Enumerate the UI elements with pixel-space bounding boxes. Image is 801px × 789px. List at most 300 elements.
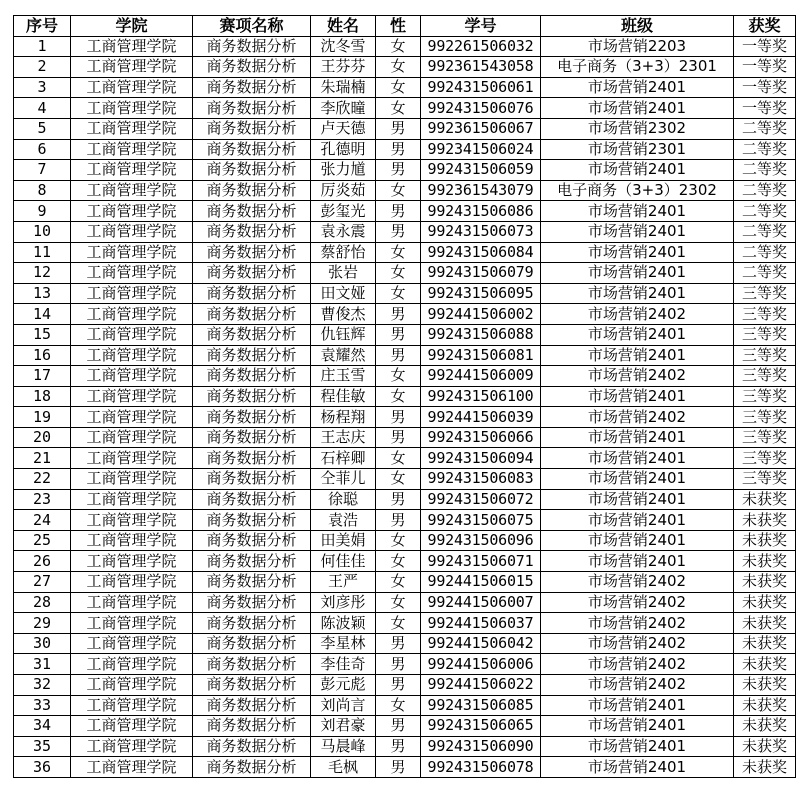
- event-cell: 商务数据分析: [193, 77, 311, 98]
- event-cell: 商务数据分析: [193, 160, 311, 181]
- award-cell: 二等奖: [734, 139, 796, 160]
- student-id-cell: 992431506075: [421, 510, 541, 531]
- table-row: [14, 118, 796, 139]
- index-cell: 28: [14, 592, 71, 613]
- college-cell: 工商管理学院: [71, 551, 193, 572]
- college-cell: 工商管理学院: [71, 98, 193, 119]
- college-cell: 工商管理学院: [71, 386, 193, 407]
- table-row: [14, 613, 796, 634]
- award-cell: 三等奖: [734, 469, 796, 490]
- gender-cell: 女: [376, 530, 421, 551]
- award-cell: 未获奖: [734, 530, 796, 551]
- event-cell: 商务数据分析: [193, 407, 311, 428]
- table-row: [14, 221, 796, 242]
- college-cell: 工商管理学院: [71, 510, 193, 531]
- name-cell: 仇钰辉: [311, 324, 376, 345]
- gender-cell: 女: [376, 551, 421, 572]
- gender-cell: 男: [376, 654, 421, 675]
- name-cell: 刘君豪: [311, 716, 376, 737]
- index-cell: 19: [14, 407, 71, 428]
- table-row: [14, 675, 796, 696]
- award-cell: 未获奖: [734, 736, 796, 757]
- event-cell: 商务数据分析: [193, 469, 311, 490]
- name-cell: 杨程翔: [311, 407, 376, 428]
- table-row: [14, 366, 796, 387]
- college-cell: 工商管理学院: [71, 57, 193, 78]
- award-cell: 三等奖: [734, 324, 796, 345]
- name-cell: 马晨峰: [311, 736, 376, 757]
- student-id-cell: 992431506076: [421, 98, 541, 119]
- event-cell: 商务数据分析: [193, 427, 311, 448]
- award-cell: 一等奖: [734, 36, 796, 57]
- table-row: [14, 36, 796, 57]
- college-cell: 工商管理学院: [71, 530, 193, 551]
- table-row: [14, 77, 796, 98]
- header-award: 获奖: [734, 16, 796, 37]
- event-cell: 商务数据分析: [193, 654, 311, 675]
- header-gender: 性: [376, 16, 421, 37]
- college-cell: 工商管理学院: [71, 695, 193, 716]
- event-cell: 商务数据分析: [193, 180, 311, 201]
- college-cell: 工商管理学院: [71, 757, 193, 778]
- table-row: [14, 695, 796, 716]
- event-cell: 商务数据分析: [193, 736, 311, 757]
- table-row: [14, 242, 796, 263]
- student-id-cell: 992431506085: [421, 695, 541, 716]
- event-cell: 商务数据分析: [193, 510, 311, 531]
- award-cell: 未获奖: [734, 675, 796, 696]
- table-row: [14, 510, 796, 531]
- award-cell: 未获奖: [734, 572, 796, 593]
- event-cell: 商务数据分析: [193, 489, 311, 510]
- name-cell: 石梓卿: [311, 448, 376, 469]
- college-cell: 工商管理学院: [71, 345, 193, 366]
- college-cell: 工商管理学院: [71, 283, 193, 304]
- college-cell: 工商管理学院: [71, 427, 193, 448]
- college-cell: 工商管理学院: [71, 407, 193, 428]
- name-cell: 李欣曈: [311, 98, 376, 119]
- class-cell: 市场营销2402: [541, 592, 734, 613]
- event-cell: 商务数据分析: [193, 324, 311, 345]
- award-cell: 未获奖: [734, 613, 796, 634]
- student-id-cell: 992441506002: [421, 304, 541, 325]
- index-cell: 9: [14, 201, 71, 222]
- award-cell: 未获奖: [734, 489, 796, 510]
- student-id-cell: 992431506095: [421, 283, 541, 304]
- gender-cell: 男: [376, 324, 421, 345]
- header-row: [14, 16, 796, 37]
- student-id-cell: 992431506096: [421, 530, 541, 551]
- class-cell: 市场营销2402: [541, 613, 734, 634]
- gender-cell: 女: [376, 448, 421, 469]
- event-cell: 商务数据分析: [193, 572, 311, 593]
- student-id-cell: 992361543079: [421, 180, 541, 201]
- event-cell: 商务数据分析: [193, 242, 311, 263]
- college-cell: 工商管理学院: [71, 180, 193, 201]
- table-row: [14, 407, 796, 428]
- award-cell: 三等奖: [734, 448, 796, 469]
- student-id-cell: 992441506009: [421, 366, 541, 387]
- class-cell: 市场营销2401: [541, 324, 734, 345]
- college-cell: 工商管理学院: [71, 716, 193, 737]
- class-cell: 市场营销2401: [541, 160, 734, 181]
- award-cell: 二等奖: [734, 180, 796, 201]
- class-cell: 市场营销2401: [541, 77, 734, 98]
- award-cell: 三等奖: [734, 427, 796, 448]
- name-cell: 张岩: [311, 263, 376, 284]
- award-cell: 未获奖: [734, 592, 796, 613]
- event-cell: 商务数据分析: [193, 304, 311, 325]
- class-cell: 市场营销2401: [541, 427, 734, 448]
- table-row: [14, 283, 796, 304]
- student-id-cell: 992341506024: [421, 139, 541, 160]
- college-cell: 工商管理学院: [71, 242, 193, 263]
- award-cell: 二等奖: [734, 221, 796, 242]
- name-cell: 袁浩: [311, 510, 376, 531]
- gender-cell: 男: [376, 716, 421, 737]
- college-cell: 工商管理学院: [71, 118, 193, 139]
- class-cell: 市场营销2401: [541, 345, 734, 366]
- event-cell: 商务数据分析: [193, 613, 311, 634]
- event-cell: 商务数据分析: [193, 366, 311, 387]
- index-cell: 1: [14, 36, 71, 57]
- name-cell: 蔡舒怡: [311, 242, 376, 263]
- event-cell: 商务数据分析: [193, 118, 311, 139]
- event-cell: 商务数据分析: [193, 98, 311, 119]
- award-cell: 二等奖: [734, 263, 796, 284]
- gender-cell: 男: [376, 201, 421, 222]
- header-class: 班级: [541, 16, 734, 37]
- gender-cell: 男: [376, 139, 421, 160]
- index-cell: 25: [14, 530, 71, 551]
- class-cell: 市场营销2401: [541, 551, 734, 572]
- index-cell: 18: [14, 386, 71, 407]
- student-id-cell: 992431506081: [421, 345, 541, 366]
- student-id-cell: 992441506042: [421, 633, 541, 654]
- award-cell: 一等奖: [734, 77, 796, 98]
- table-row: [14, 716, 796, 737]
- gender-cell: 女: [376, 98, 421, 119]
- college-cell: 工商管理学院: [71, 324, 193, 345]
- name-cell: 陈波颖: [311, 613, 376, 634]
- gender-cell: 女: [376, 283, 421, 304]
- event-cell: 商务数据分析: [193, 386, 311, 407]
- student-id-cell: 992261506032: [421, 36, 541, 57]
- gender-cell: 男: [376, 757, 421, 778]
- gender-cell: 女: [376, 77, 421, 98]
- header-index: 序号: [14, 16, 71, 37]
- student-id-cell: 992431506090: [421, 736, 541, 757]
- award-cell: 三等奖: [734, 304, 796, 325]
- student-id-cell: 992441506015: [421, 572, 541, 593]
- student-id-cell: 992431506094: [421, 448, 541, 469]
- college-cell: 工商管理学院: [71, 221, 193, 242]
- class-cell: 市场营销2401: [541, 386, 734, 407]
- gender-cell: 男: [376, 304, 421, 325]
- college-cell: 工商管理学院: [71, 633, 193, 654]
- table-row: [14, 572, 796, 593]
- index-cell: 20: [14, 427, 71, 448]
- college-cell: 工商管理学院: [71, 160, 193, 181]
- index-cell: 16: [14, 345, 71, 366]
- gender-cell: 女: [376, 469, 421, 490]
- index-cell: 2: [14, 57, 71, 78]
- table-row: [14, 530, 796, 551]
- gender-cell: 男: [376, 221, 421, 242]
- class-cell: 市场营销2401: [541, 469, 734, 490]
- college-cell: 工商管理学院: [71, 469, 193, 490]
- student-id-cell: 992431506059: [421, 160, 541, 181]
- gender-cell: 男: [376, 736, 421, 757]
- gender-cell: 女: [376, 572, 421, 593]
- gender-cell: 女: [376, 366, 421, 387]
- name-cell: 李佳奇: [311, 654, 376, 675]
- name-cell: 彭元彪: [311, 675, 376, 696]
- name-cell: 袁永震: [311, 221, 376, 242]
- index-cell: 11: [14, 242, 71, 263]
- college-cell: 工商管理学院: [71, 201, 193, 222]
- award-cell: 未获奖: [734, 510, 796, 531]
- event-cell: 商务数据分析: [193, 716, 311, 737]
- class-cell: 市场营销2401: [541, 98, 734, 119]
- student-id-cell: 992431506072: [421, 489, 541, 510]
- index-cell: 32: [14, 675, 71, 696]
- name-cell: 毛枫: [311, 757, 376, 778]
- name-cell: 孔德明: [311, 139, 376, 160]
- student-id-cell: 992441506037: [421, 613, 541, 634]
- name-cell: 王志庆: [311, 427, 376, 448]
- index-cell: 26: [14, 551, 71, 572]
- table-row: [14, 469, 796, 490]
- gender-cell: 女: [376, 592, 421, 613]
- student-id-cell: 992441506039: [421, 407, 541, 428]
- index-cell: 27: [14, 572, 71, 593]
- table-row: [14, 180, 796, 201]
- gender-cell: 男: [376, 633, 421, 654]
- name-cell: 王芬芬: [311, 57, 376, 78]
- college-cell: 工商管理学院: [71, 448, 193, 469]
- index-cell: 12: [14, 263, 71, 284]
- index-cell: 13: [14, 283, 71, 304]
- student-id-cell: 992441506022: [421, 675, 541, 696]
- award-cell: 二等奖: [734, 160, 796, 181]
- event-cell: 商务数据分析: [193, 695, 311, 716]
- name-cell: 张力馗: [311, 160, 376, 181]
- gender-cell: 女: [376, 386, 421, 407]
- index-cell: 15: [14, 324, 71, 345]
- event-cell: 商务数据分析: [193, 551, 311, 572]
- index-cell: 21: [14, 448, 71, 469]
- class-cell: 市场营销2301: [541, 139, 734, 160]
- class-cell: 电子商务（3+3）2302: [541, 180, 734, 201]
- table-row: [14, 551, 796, 572]
- table-row: [14, 324, 796, 345]
- gender-cell: 女: [376, 57, 421, 78]
- index-cell: 4: [14, 98, 71, 119]
- index-cell: 36: [14, 757, 71, 778]
- name-cell: 朱瑞楠: [311, 77, 376, 98]
- student-id-cell: 992431506083: [421, 469, 541, 490]
- event-cell: 商务数据分析: [193, 57, 311, 78]
- table-row: [14, 201, 796, 222]
- student-id-cell: 992431506100: [421, 386, 541, 407]
- student-id-cell: 992431506073: [421, 221, 541, 242]
- gender-cell: 男: [376, 345, 421, 366]
- index-cell: 31: [14, 654, 71, 675]
- gender-cell: 男: [376, 675, 421, 696]
- student-id-cell: 992431506078: [421, 757, 541, 778]
- gender-cell: 男: [376, 510, 421, 531]
- name-cell: 厉炎茹: [311, 180, 376, 201]
- student-id-cell: 992431506066: [421, 427, 541, 448]
- college-cell: 工商管理学院: [71, 366, 193, 387]
- event-cell: 商务数据分析: [193, 530, 311, 551]
- award-cell: 未获奖: [734, 654, 796, 675]
- event-cell: 商务数据分析: [193, 221, 311, 242]
- award-cell: 一等奖: [734, 98, 796, 119]
- award-cell: 未获奖: [734, 695, 796, 716]
- table-row: [14, 57, 796, 78]
- award-results-table: [13, 15, 796, 778]
- index-cell: 22: [14, 469, 71, 490]
- gender-cell: 女: [376, 695, 421, 716]
- class-cell: 市场营销2302: [541, 118, 734, 139]
- class-cell: 市场营销2402: [541, 407, 734, 428]
- gender-cell: 男: [376, 407, 421, 428]
- index-cell: 33: [14, 695, 71, 716]
- event-cell: 商务数据分析: [193, 263, 311, 284]
- award-cell: 二等奖: [734, 118, 796, 139]
- index-cell: 6: [14, 139, 71, 160]
- index-cell: 35: [14, 736, 71, 757]
- event-cell: 商务数据分析: [193, 757, 311, 778]
- name-cell: 王严: [311, 572, 376, 593]
- gender-cell: 男: [376, 160, 421, 181]
- header-name: 姓名: [311, 16, 376, 37]
- gender-cell: 女: [376, 180, 421, 201]
- index-cell: 29: [14, 613, 71, 634]
- table-row: [14, 160, 796, 181]
- header-event: 赛项名称: [193, 16, 311, 37]
- table-row: [14, 304, 796, 325]
- gender-cell: 女: [376, 36, 421, 57]
- index-cell: 23: [14, 489, 71, 510]
- award-cell: 一等奖: [734, 57, 796, 78]
- gender-cell: 女: [376, 242, 421, 263]
- event-cell: 商务数据分析: [193, 283, 311, 304]
- event-cell: 商务数据分析: [193, 139, 311, 160]
- class-cell: 市场营销2402: [541, 654, 734, 675]
- college-cell: 工商管理学院: [71, 592, 193, 613]
- class-cell: 市场营销2401: [541, 448, 734, 469]
- gender-cell: 男: [376, 489, 421, 510]
- student-id-cell: 992431506065: [421, 716, 541, 737]
- table-body: [14, 36, 796, 777]
- student-id-cell: 992441506006: [421, 654, 541, 675]
- index-cell: 17: [14, 366, 71, 387]
- college-cell: 工商管理学院: [71, 263, 193, 284]
- name-cell: 仝菲儿: [311, 469, 376, 490]
- table-row: [14, 345, 796, 366]
- index-cell: 30: [14, 633, 71, 654]
- award-cell: 未获奖: [734, 757, 796, 778]
- award-cell: 三等奖: [734, 345, 796, 366]
- name-cell: 曹俊杰: [311, 304, 376, 325]
- award-cell: 三等奖: [734, 283, 796, 304]
- college-cell: 工商管理学院: [71, 139, 193, 160]
- name-cell: 何佳佳: [311, 551, 376, 572]
- student-id-cell: 992431506071: [421, 551, 541, 572]
- student-id-cell: 992431506061: [421, 77, 541, 98]
- college-cell: 工商管理学院: [71, 736, 193, 757]
- gender-cell: 女: [376, 263, 421, 284]
- class-cell: 市场营销2402: [541, 675, 734, 696]
- college-cell: 工商管理学院: [71, 36, 193, 57]
- college-cell: 工商管理学院: [71, 613, 193, 634]
- index-cell: 5: [14, 118, 71, 139]
- class-cell: 市场营销2401: [541, 221, 734, 242]
- table-row: [14, 489, 796, 510]
- index-cell: 8: [14, 180, 71, 201]
- class-cell: 市场营销2401: [541, 489, 734, 510]
- class-cell: 市场营销2401: [541, 530, 734, 551]
- class-cell: 市场营销2402: [541, 366, 734, 387]
- index-cell: 7: [14, 160, 71, 181]
- name-cell: 沈冬雪: [311, 36, 376, 57]
- class-cell: 市场营销2402: [541, 572, 734, 593]
- award-cell: 三等奖: [734, 366, 796, 387]
- table-row: [14, 592, 796, 613]
- award-cell: 未获奖: [734, 716, 796, 737]
- class-cell: 市场营销2402: [541, 633, 734, 654]
- award-cell: 二等奖: [734, 201, 796, 222]
- index-cell: 3: [14, 77, 71, 98]
- index-cell: 24: [14, 510, 71, 531]
- student-id-cell: 992361506067: [421, 118, 541, 139]
- gender-cell: 男: [376, 118, 421, 139]
- table-row: [14, 654, 796, 675]
- name-cell: 田美娟: [311, 530, 376, 551]
- table-row: [14, 263, 796, 284]
- event-cell: 商务数据分析: [193, 633, 311, 654]
- name-cell: 袁耀然: [311, 345, 376, 366]
- header-college: 学院: [71, 16, 193, 37]
- college-cell: 工商管理学院: [71, 675, 193, 696]
- class-cell: 市场营销2401: [541, 510, 734, 531]
- college-cell: 工商管理学院: [71, 572, 193, 593]
- index-cell: 34: [14, 716, 71, 737]
- name-cell: 刘尚言: [311, 695, 376, 716]
- name-cell: 徐聪: [311, 489, 376, 510]
- award-cell: 二等奖: [734, 242, 796, 263]
- name-cell: 程佳敏: [311, 386, 376, 407]
- student-id-cell: 992441506007: [421, 592, 541, 613]
- student-id-cell: 992431506079: [421, 263, 541, 284]
- header-student-id: 学号: [421, 16, 541, 37]
- table-row: [14, 757, 796, 778]
- student-id-cell: 992431506086: [421, 201, 541, 222]
- name-cell: 李星林: [311, 633, 376, 654]
- event-cell: 商务数据分析: [193, 448, 311, 469]
- table-row: [14, 427, 796, 448]
- table-row: [14, 386, 796, 407]
- gender-cell: 女: [376, 613, 421, 634]
- award-cell: 三等奖: [734, 407, 796, 428]
- event-cell: 商务数据分析: [193, 201, 311, 222]
- student-id-cell: 992361543058: [421, 57, 541, 78]
- student-id-cell: 992431506084: [421, 242, 541, 263]
- award-cell: 三等奖: [734, 386, 796, 407]
